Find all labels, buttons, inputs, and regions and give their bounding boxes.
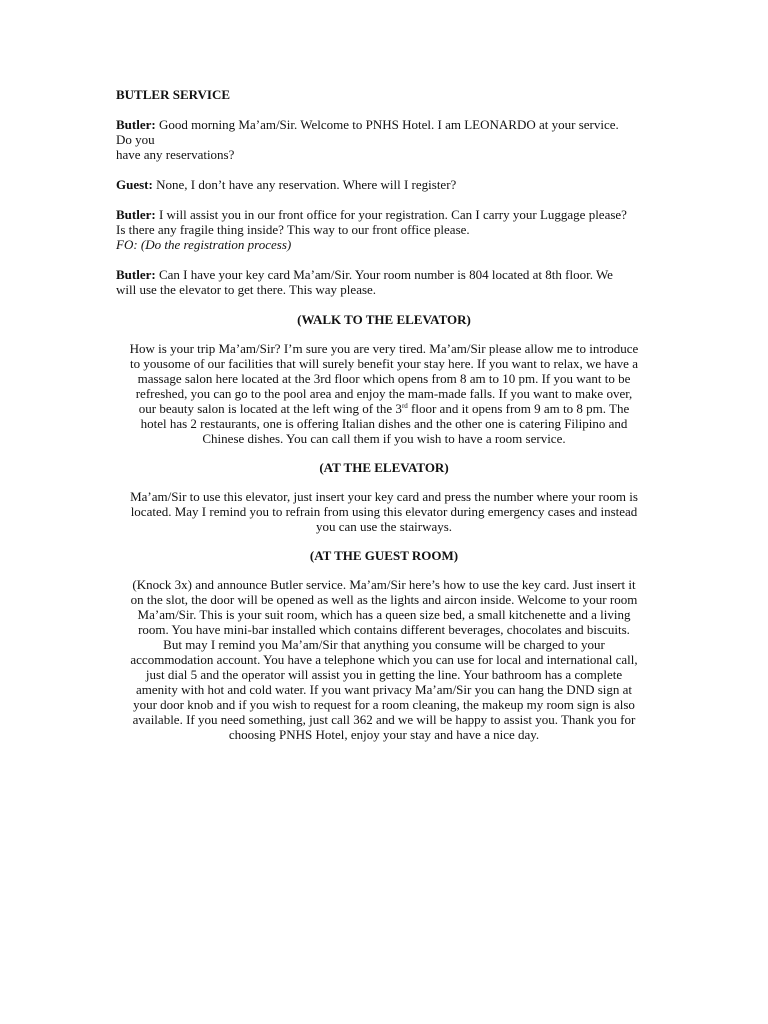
section-heading-walk: (WALK TO THE ELEVATOR) <box>297 312 471 327</box>
text-line <box>116 401 652 416</box>
section-text-elevator <box>116 489 652 534</box>
text-line: on the slot, the door will be opened as well as the lights and aircon inside. Welcome to your room <box>130 592 638 607</box>
text-line: Ma’am/Sir to use this elevator, just insert your key card and press the number where your room is <box>130 489 638 504</box>
text-line: to yousome of our facilities that will surely benefit your stay here. If you want to relax, we have a <box>130 356 638 371</box>
dialogue-line: have any reservations? <box>116 147 235 162</box>
text-line: refreshed, you can go to the pool area and enjoy the mam-made falls. If you want to make over, <box>135 386 633 401</box>
dialogue-line <box>116 207 652 222</box>
text-line: hotel has 2 restaurants, one is offering Italian dishes and the other one is catering Filipino and <box>140 416 628 431</box>
superscript: rd <box>401 402 408 410</box>
speaker-label: Butler: <box>116 267 156 282</box>
dialogue-text: Good morning Ma’am/Sir. Welcome to PNHS Hotel. I am LEONARDO at your service. <box>155 117 619 132</box>
text-line: accommodation account. You have a telephone which you can use for local and international call, <box>130 652 638 667</box>
text-line: located. May I remind you to refrain from using this elevator during emergency cases and instead <box>130 504 638 519</box>
speaker-label: Guest: <box>116 177 153 192</box>
speaker-label: Butler: <box>116 207 156 222</box>
dialogue-guest-reply <box>116 177 652 192</box>
text-line: room. You have mini-bar installed which contains different beverages, chocolates and biscuits. <box>138 622 630 637</box>
document-body <box>116 87 652 756</box>
section-text-room <box>116 577 652 742</box>
text-line: (Knock 3x) and announce Butler service. Ma’am/Sir here’s how to use the key card. Just insert it <box>132 577 636 592</box>
dialogue-text: I will assist you in our front office for your registration. Can I carry your Luggage please? <box>155 207 627 222</box>
dialogue-line: Is there any fragile thing inside? This way to our front office please. <box>116 222 470 237</box>
section-heading-room: (AT THE GUEST ROOM) <box>309 548 459 563</box>
text-line: massage salon here located at the 3rd floor which opens from 8 am to 10 pm. If you want to be <box>137 371 631 386</box>
dialogue-line: will use the elevator to get there. This way please. <box>116 282 377 297</box>
text-fragment: floor and it opens from 9 am to 8 pm. The <box>407 401 630 416</box>
document-title: BUTLER SERVICE <box>116 87 231 102</box>
text-line: Chinese dishes. You can call them if you wish to have a room service. <box>202 431 566 446</box>
text-line: Ma’am/Sir. This is your suit room, which has a queen size bed, a small kitchenette and a living <box>137 607 631 622</box>
text-line: But may I remind you Ma’am/Sir that anything you consume will be charged to your <box>163 637 605 652</box>
text-line: available. If you need something, just call 362 and we will be happy to assist you. Thank you for <box>132 712 636 727</box>
section-heading-elevator: (AT THE ELEVATOR) <box>319 460 449 475</box>
dialogue-butler-keycard <box>116 267 652 297</box>
dialogue-line <box>116 267 652 282</box>
stage-direction: FO: (Do the registration process) <box>116 237 292 252</box>
dialogue-line <box>116 177 652 192</box>
text-line: amenity with hot and cold water. If you want privacy Ma’am/Sir you can hang the DND sign at <box>135 682 633 697</box>
dialogue-text: None, I don’t have any reservation. Where will I register? <box>152 177 457 192</box>
dialogue-butler-greeting <box>116 117 652 162</box>
dialogue-butler-registration <box>116 207 652 252</box>
text-line: How is your trip Ma’am/Sir? I’m sure you are very tired. Ma’am/Sir please allow me to introduce <box>129 341 639 356</box>
text-line: just dial 5 and the operator will assist you in getting the line. Your bathroom has a complete <box>145 667 623 682</box>
section-text-walk <box>116 341 652 446</box>
dialogue-line <box>116 117 652 132</box>
dialogue-text: Can I have your key card Ma’am/Sir. Your room number is 804 located at 8th floor. We <box>155 267 613 282</box>
text-line: choosing PNHS Hotel, enjoy your stay and have a nice day. <box>228 727 540 742</box>
dialogue-line: Do you <box>116 132 155 147</box>
text-line: you can use the stairways. <box>315 519 453 534</box>
speaker-label: Butler: <box>116 117 156 132</box>
text-line: your door knob and if you wish to request for a room cleaning, the makeup my room sign is also <box>133 697 635 712</box>
text-fragment: our beauty salon is located at the left wing of the 3 <box>138 401 402 416</box>
